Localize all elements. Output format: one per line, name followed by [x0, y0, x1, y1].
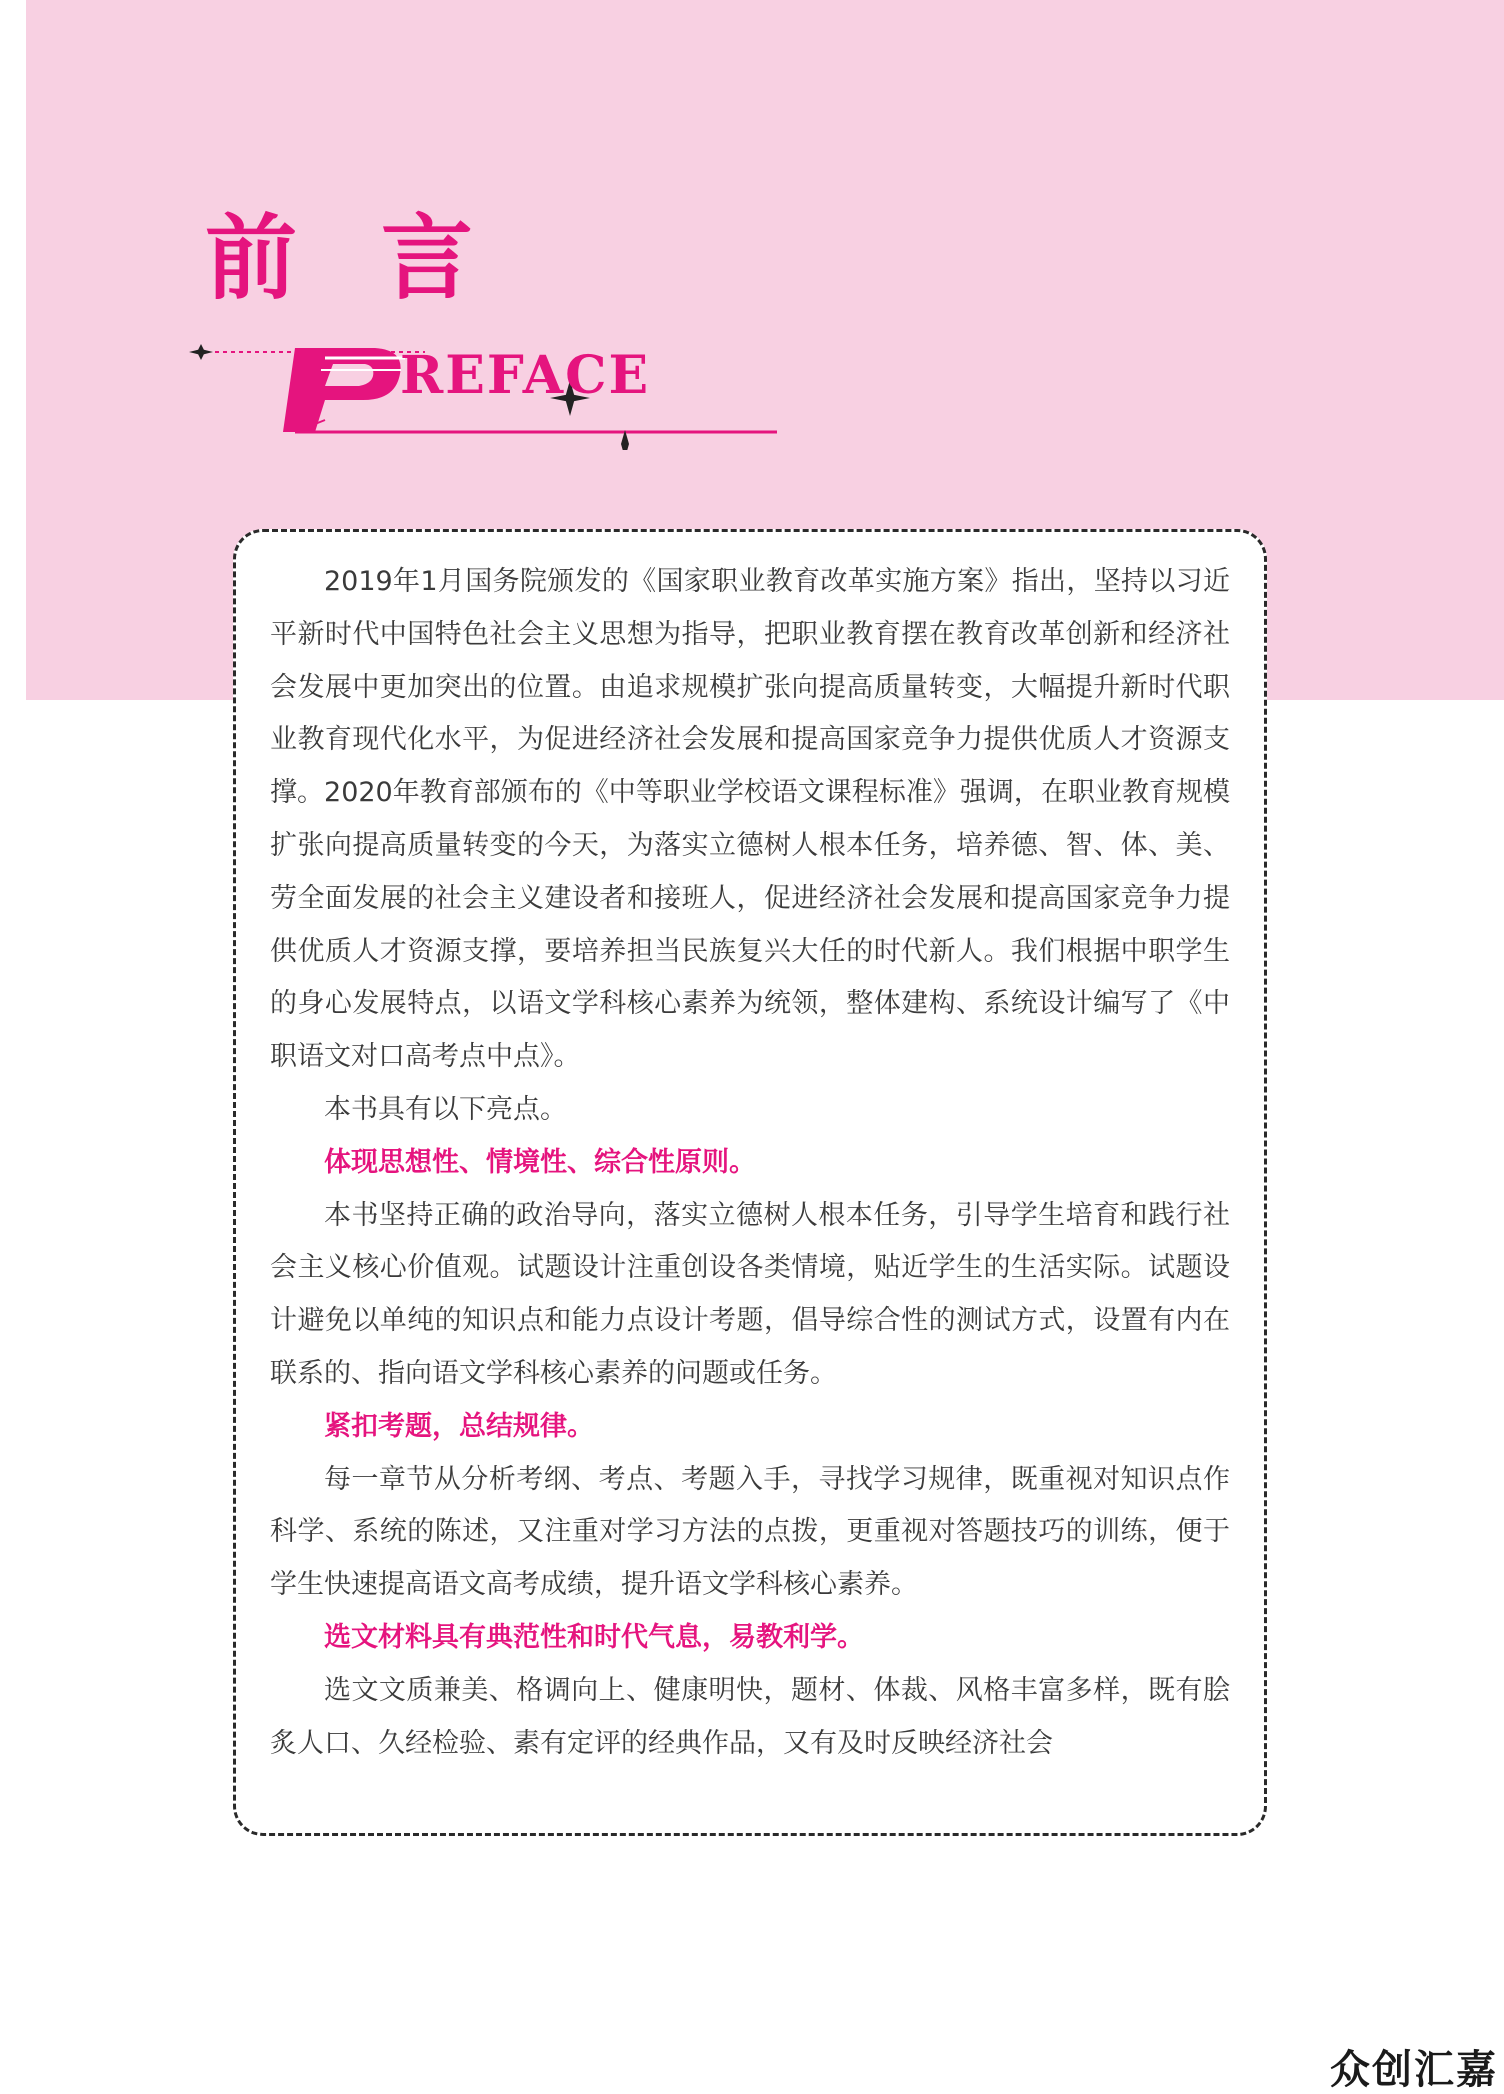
paragraph: 本书坚持正确的政治导向，落实立德树人根本任务，引导学生培育和践行社会主义核心价值观。试题设计注重创设各类情境，贴近学生的生活实际。试题设计避免以单纯的知识点和能力点设计考题，倡导综合性的测试方式，设置有内在联系的、指向语文学科核心素养的问题或任务。 — [270, 1199, 1230, 1389]
title-char-1: 前 — [205, 204, 302, 312]
paragraph: 选文文质兼美、格调向上、健康明快，题材、体裁、风格丰富多样，既有脍炙人口、久经检验、素有定评的经典作品，又有及时反映经济社会 — [270, 1674, 1230, 1759]
sparkle-icon — [189, 344, 213, 360]
paragraph: 2019年1月国务院颁发的《国家职业教育改革实施方案》指出，坚持以习近平新时代中国特色社会主义思想为指导，把职业教育摆在教育改革创新和经济社会发展中更加突出的位置。由追求规模扩张向提高质量转变，大幅提升新时代职业教育现代化水平，为促进经济社会发展和提高国家竞争力提供优质人才资源支撑。2020年教育部颁布的《中等职业学校语文课程标准》强调，在职业教育规模扩张向提高质量转变的今天，为落实立德树人根本任务，培养德、智、体、美、劳全面发展的社会主义建设者和接班人，促进经济社会发展和提高国家竞争力提供优质人才资源支撑，要培养担当民族复兴大任的时代新人。我们根据中职学生的身心发展特点，以语文学科核心素养为统领，整体建构、系统设计编写了《中职语文对口高考点中点》。 — [270, 566, 1230, 1073]
paragraph: 每一章节从分析考纲、考点、考题入手，寻找学习规律，既重视对知识点作科学、系统的陈述，又注重对学习方法的点拨，更重视对答题技巧的训练，便于学生快速提高语文高考成绩，提升语文学科核心素养。 — [270, 1463, 1230, 1601]
preface-body — [270, 556, 1230, 1770]
highlight-heading: 紧扣考题，总结规律。 — [324, 1410, 594, 1442]
paragraph: 本书具有以下亮点。 — [324, 1093, 567, 1125]
watermark: 众创汇嘉 — [1330, 2047, 1498, 2093]
stylized-p-icon — [283, 348, 405, 432]
preface-title-en: REFACE — [400, 345, 651, 406]
highlight-heading: 选文材料具有典范性和时代气息，易教利学。 — [324, 1621, 864, 1653]
page-title — [205, 204, 478, 312]
title-char-2: 言 — [381, 204, 478, 312]
highlight-heading: 体现思想性、情境性、综合性原则。 — [324, 1146, 756, 1178]
